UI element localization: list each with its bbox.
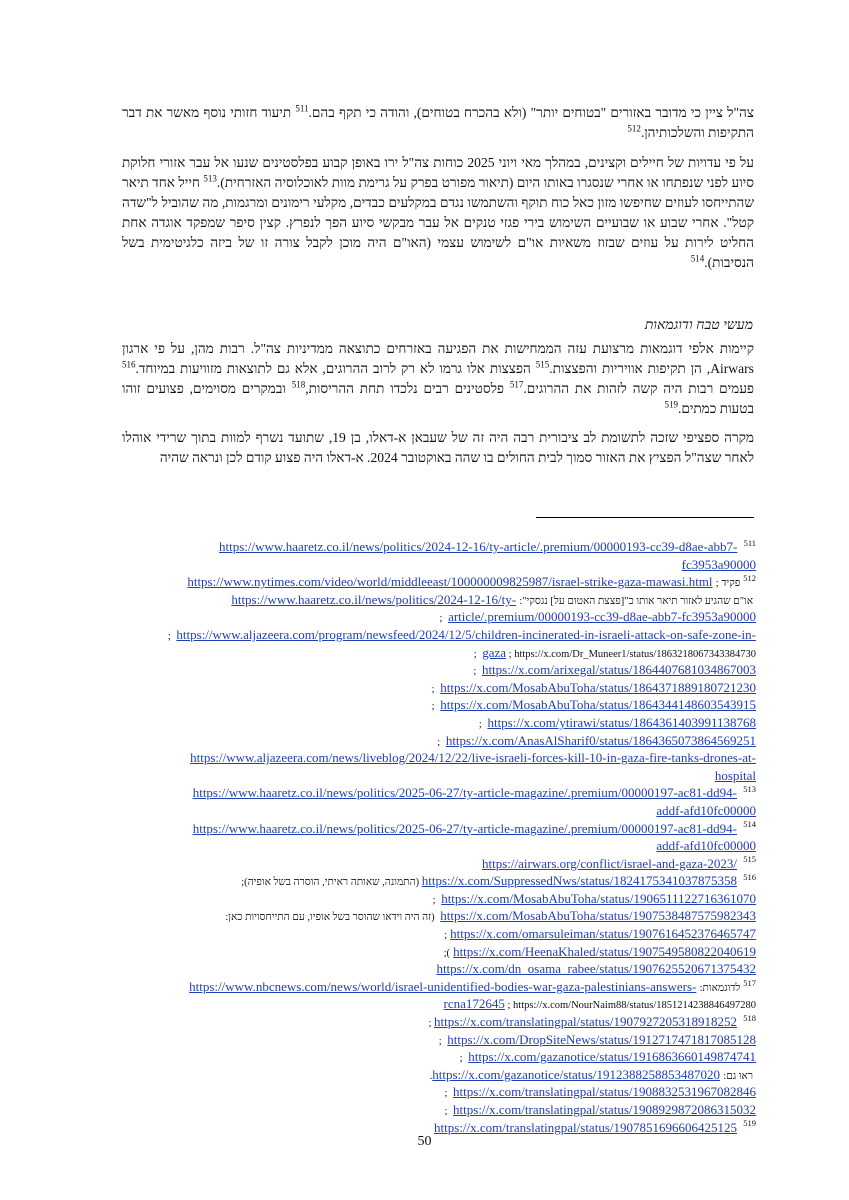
footnote-trailing: ; xyxy=(431,701,438,713)
footnote-line xyxy=(96,733,756,751)
footnote-link[interactable]: https://x.com/gazanotice/status/1912388258853487020 xyxy=(432,1066,721,1082)
paragraph-1-text-a: צה"ל ציין כי מדובר באזורים "בטוחים יותר" (ולא בהכרח בטוחים), והודה כי תקף בהם. xyxy=(308,105,754,120)
footnote-line xyxy=(96,979,756,997)
footnote-ref-514[interactable]: 514 xyxy=(690,253,705,264)
footnote-link[interactable]: https://x.com/MosabAbuToha/status/1864371889180721230 xyxy=(440,679,756,695)
paragraph-3-text-e: ובמקרים מסוימים, פצועים זוהו בטעות כמתים. xyxy=(122,381,754,416)
footnote-number: 515 xyxy=(743,854,756,865)
footnote-link[interactable]: https://x.com/translatingpal/status/1908832531967082846 xyxy=(453,1084,756,1100)
footnote-number: 514 xyxy=(743,819,756,830)
footnote-trailing: ; xyxy=(439,613,446,625)
footnote-line xyxy=(96,838,756,856)
footnote-line xyxy=(96,592,756,610)
footnote-ref-516[interactable]: 516 xyxy=(122,359,136,370)
footnote-link[interactable]: https://airwars.org/conflict/israel-and-gaza-2023/ xyxy=(482,855,737,871)
footnote-line xyxy=(96,944,756,962)
paragraph-3-text-a: קיימות אלפי דוגמאות מרצועת עזה הממחישות את הפגיעה באזרחים כתוצאה ממדיניות צה"ל. רבות מהן, על פי ארגון Airwars, הן תקיפות אוויריות והפצצות. xyxy=(122,341,754,376)
footnote-link[interactable]: https://www.haaretz.co.il/news/politics/2025-06-27/ty-article-magazine/.premium/00000197-ac81-dd94- xyxy=(192,820,737,836)
footnote-note: לדוגמאות: xyxy=(699,982,741,994)
section-heading: מעשי טבח ודוגמאות xyxy=(644,318,753,333)
footnote-number: 512 xyxy=(743,572,756,583)
paragraph-2 xyxy=(122,153,754,273)
footnote-number: 513 xyxy=(743,783,756,794)
footnote-link[interactable]: https://x.com/HeenaKhaled/status/1907549580822040619 xyxy=(453,943,756,959)
footnote-link[interactable]: https://www.aljazeera.com/news/liveblog/2024/12/22/live-israeli-forces-kill-10-in-gaza-fire-tanks-drones-at- xyxy=(190,750,756,766)
footnote-link[interactable]: fc3953a90000 xyxy=(681,556,756,572)
footnote-number: 519 xyxy=(743,1118,756,1129)
footnote-link[interactable]: https://x.com/omarsuleiman/status/1907616452376465747 xyxy=(450,926,756,942)
footnote-trailing: . xyxy=(429,1070,433,1082)
paragraph-1-text-b: תיעוד חזותי נוסף מאשר את דבר התקיפות והשלכותיהן. xyxy=(122,105,754,140)
footnote-link[interactable]: https://x.com/translatingpal/status/1908929872086315032 xyxy=(453,1102,756,1117)
footnote-number: 517 xyxy=(743,977,756,988)
footnote-ref-513[interactable]: 513 xyxy=(203,173,217,184)
paragraph-3-text-d: פלסטינים רבים נלכדו תחת ההריסות, xyxy=(305,381,510,396)
footnote-link[interactable]: https://x.com/arixegal/status/1864407681034867003 xyxy=(481,662,756,678)
footnote-link[interactable]: https://www.nytimes.com/video/world/middleeast/100000009825987/israel-strike-gaza-mawasi.html xyxy=(187,574,713,590)
footnote-ref-519[interactable]: 519 xyxy=(664,399,678,410)
footnote-link[interactable]: addf-afd10fc00000 xyxy=(656,802,756,818)
footnote-link[interactable]: hospital xyxy=(714,767,756,783)
footnote-link[interactable]: https://www.haaretz.co.il/news/politics/2024-12-16/ty- xyxy=(231,591,517,607)
paragraph-1 xyxy=(122,103,754,143)
footnote-number: 518 xyxy=(743,1012,756,1023)
paragraph-3-text-c: פעמים רבות היה קשה לזהות את ההרוגים. xyxy=(523,381,755,396)
footnote-line xyxy=(96,1102,756,1120)
footnote-link[interactable]: rcna172645 xyxy=(443,996,505,1012)
footnote-ref-515[interactable]: 515 xyxy=(535,359,550,370)
paragraph-3-text-b: הפצצות אלו גרמו לא רק לרוב ההרוגים, אלא גם לתוצאות מזוויעות במיוחד. xyxy=(135,361,536,376)
footnote-line xyxy=(96,750,756,768)
footnote-line xyxy=(96,926,756,944)
footnote-line xyxy=(96,996,756,1014)
paragraph-3 xyxy=(122,339,754,419)
footnote-link[interactable]: https://www.nbcnews.com/news/world/israel-unidentified-bodies-war-gaza-palestinians-answers- xyxy=(189,978,697,994)
footnote-line xyxy=(96,1014,756,1032)
footnote-trailing: ; xyxy=(444,1088,451,1100)
paragraph-2-text-a: על פי עדויות של חיילים וקצינים, במהלך מאי ויוני 2025 כוחות צה"ל ירו באופן קבוע בפלסטינים שנעו אל עבר אזורי חלוקת סיוע לפני שנפתחו או אחרי שנסגרו באותו היום (תיאור מפורט בפרק על גרימת מוות לאוכלוסיה האזרחית). xyxy=(122,155,754,190)
footnote-trailing: ; xyxy=(428,1018,435,1030)
paragraph-2-text-b: חייל אחד תיאר שהתייחסו לעוזים שחיפשו מזון כאל כוח תוקף והשתמשו נגדם במקלעים כבדים, מקלעי רימונים ומרגמות, מה שהוביל ל"שדה קטל". אחרי שבוע או שבועיים השימוש בירי פגזי טנקים אל עבר מבקשי סיוע הפך לנפרץ. קצין סיפר שמפקד אוגדה אחת החליט לירות על עוזים שבזוז משאיות או"ם לשימוש עצמי (האו"ם היה מוכן לקבל צורה זו של ביזה כלגיטימית בשל הנסיבות). xyxy=(122,175,754,270)
footnote-link[interactable]: https://x.com/gazanotice/status/1916863660149874741 xyxy=(468,1049,756,1065)
footnote-line xyxy=(96,961,756,979)
footnote-trailing: ; xyxy=(432,894,439,906)
footnote-link[interactable]: addf-afd10fc00000 xyxy=(656,838,756,854)
footnote-line xyxy=(96,715,756,733)
footnote-trailing: ; xyxy=(444,1106,451,1117)
footnote-trailing: ; xyxy=(438,1035,445,1047)
footnote-line xyxy=(96,645,756,663)
footnote-number: 511 xyxy=(743,537,756,548)
footnote-trailing: (זה היה וידאו שהוסר בשל אופיו, עם התייחסויות כאן: xyxy=(225,912,438,924)
footnote-ref-511[interactable]: 511 xyxy=(295,103,309,114)
footnote-line xyxy=(96,609,756,627)
footnote-line xyxy=(96,557,756,575)
footnote-line xyxy=(96,803,756,821)
footnote-trailing: ); xyxy=(443,947,451,959)
footnote-trailing: ; xyxy=(431,683,438,695)
footnote-link[interactable]: https://x.com/MosabAbuToha/status/1864344148603543915 xyxy=(440,697,756,713)
footnote-link[interactable]: gaza xyxy=(482,644,507,660)
footnote-link[interactable]: https://www.aljazeera.com/program/newsfeed/2024/12/5/children-incinerated-in-israeli-attack-on-safe-zone-in- xyxy=(176,626,756,642)
footnote-link[interactable]: https://x.com/SuppressedNws/status/1824175341037875358 xyxy=(421,873,737,889)
footnote-line xyxy=(96,1032,756,1050)
footnote-line xyxy=(96,768,756,786)
footnote-line xyxy=(96,627,756,645)
footnote-ref-518[interactable]: 518 xyxy=(291,379,306,390)
footnote-trailing: ; xyxy=(167,630,174,642)
footnote-line xyxy=(96,891,756,909)
footnote-link[interactable]: https://x.com/MosabAbuToha/status/1906511122716361070 xyxy=(441,890,756,906)
footnote-link[interactable]: article/.premium/00000193-cc39-d8ae-abb7-fc3953a90000 xyxy=(448,609,756,625)
footnote-ref-512[interactable]: 512 xyxy=(627,123,641,134)
footnote-link[interactable]: https://x.com/dn_osama_rabee/status/1907625520671375432 xyxy=(436,961,756,977)
paragraph-4: מקרה ספציפי שזכה לתשומת לב ציבורית רבה היה זה של שעבאן א-דאלו, בן 19, שתועד נשרף למוות בתוך שרידי אוהלו לאחר שצה"ל הפציץ את האזור סמוך לבית החולים בו שהה באוקטובר 2024. א-דאלו היה פצוע קודם לכן ונראה שהיה xyxy=(122,430,754,465)
footnote-link[interactable]: https://www.haaretz.co.il/news/politics/2025-06-27/ty-article-magazine/.premium/00000197-ac81-dd94- xyxy=(192,785,737,801)
page-number: 50 xyxy=(417,1134,432,1149)
footnotes-list xyxy=(96,539,756,1137)
footnote-ref-517[interactable]: 517 xyxy=(509,379,524,390)
footnote-line xyxy=(96,697,756,715)
footnote-line xyxy=(96,785,756,803)
footnote-trailing: ; https://x.com/Dr_Muneer1/status/1863218067343384730 ; xyxy=(473,648,756,660)
footnote-trailing: ; https://x.com/NourNaim88/status/1851214238846497280 xyxy=(504,1000,756,1012)
footnote-trailing: ; xyxy=(444,930,448,942)
footnote-line xyxy=(96,662,756,680)
footnote-link[interactable]: https://x.com/AnasAlSharif0/status/1864365073864569251 xyxy=(445,732,756,748)
footnote-line xyxy=(96,574,756,592)
footnote-note: פקיד ; xyxy=(715,578,741,590)
footnote-link[interactable]: https://x.com/translatingpal/status/1907851696606425125 xyxy=(434,1119,737,1135)
footnote-link[interactable]: https://www.haaretz.co.il/news/politics/2024-12-16/ty-article/.premium/00000193-cc39-d8ae-abb7- xyxy=(219,539,738,554)
footnote-link[interactable]: https://x.com/MosabAbuToha/status/1907538487575982343 xyxy=(440,908,756,924)
footnote-line xyxy=(96,539,756,557)
footnote-line xyxy=(96,821,756,839)
footnote-line xyxy=(96,1067,756,1085)
footnote-number: 516 xyxy=(743,871,756,882)
footnote-trailing: ; xyxy=(459,1053,466,1065)
footnote-trailing: (התמונה, שאותה ראיתי, הוסרה בשל אופיה); xyxy=(241,877,422,889)
footnote-separator xyxy=(536,517,754,518)
footnote-line xyxy=(96,908,756,926)
footnote-line xyxy=(96,1049,756,1067)
footnote-note: או"ם שהגיע לאזור תיאר אותו כ"[פצצת האטום על] נגסקי": xyxy=(519,595,753,607)
footnote-link[interactable]: https://x.com/DropSiteNews/status/1912717471817085128 xyxy=(447,1031,756,1047)
footnote-line xyxy=(96,680,756,698)
footnote-note: ראו גם: xyxy=(723,1070,753,1082)
footnote-trailing: ; xyxy=(473,666,479,678)
footnote-link[interactable]: https://x.com/ytirawi/status/1864361403991138768 xyxy=(487,714,756,730)
footnote-trailing: ; xyxy=(437,736,443,748)
footnote-link[interactable]: https://x.com/translatingpal/status/1907927205318918252 xyxy=(434,1014,737,1030)
footnote-line xyxy=(96,873,756,891)
footnote-trailing: ; xyxy=(478,718,485,730)
footnote-line xyxy=(96,856,756,874)
footnote-line xyxy=(96,1084,756,1102)
